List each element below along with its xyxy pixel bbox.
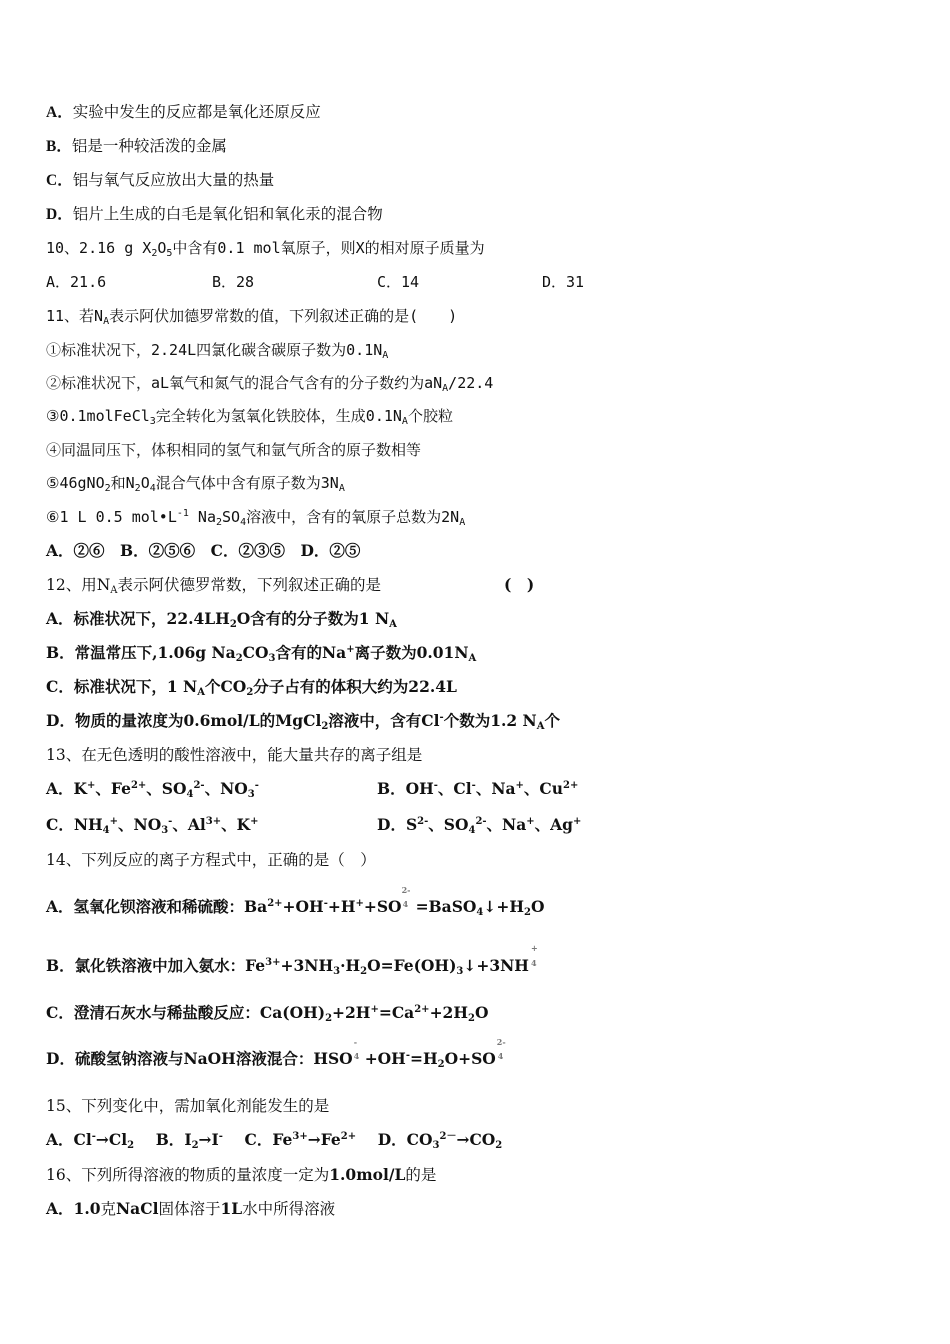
q15-option-b: B．$I_2\to I^-$ — [155, 1130, 223, 1151]
q10-option-c: C．14 — [377, 273, 420, 291]
q14-option-c: C．澄清石灰水与稀盐酸反应：$Ca(OH)_2+2H^+=Ca^{2+}+2H_2O$ — [46, 1003, 489, 1024]
option-text: 铝与氧气反应放出大量的热量 — [72, 171, 275, 189]
q11-statement-4: ④同温同压下，体积相同的氢气和氩气所含的原子数相等 — [46, 441, 422, 459]
q9-option-d — [46, 204, 383, 225]
q14-option-d: D．硫酸氢钠溶液与NaOH溶液混合：HSO - 4 $+OH^-=H_2O+SO$ 2- 4 — [46, 1049, 508, 1069]
q12-option-d: D．物质的量浓度为0.6mol/L的MgCl$_2$溶液中，含有Cl-个数为1.2 $N_A$个 — [46, 711, 560, 732]
q11-stem: 11、若$N_A$表示阿伏加德罗常数的值，下列叙述正确的是( ) — [46, 307, 458, 327]
q12-option-a: A．标准状况下，$22.4LH_2O$含有的分子数为1 $N_A$ — [46, 609, 397, 630]
q11-statement-1: ①标准状况下，2.24L四氯化碳含碳原子数为$0.1N_A$ — [46, 341, 389, 361]
q11-statement-5: ⑤46gNO$_2$和$N_2O_4$混合气体中含有原子数为$3N_A$ — [46, 474, 345, 494]
q15-stem: 15、下列变化中，需加氧化剂能发生的是 — [46, 1097, 330, 1115]
option-label: A． — [46, 104, 73, 121]
q11-options: A．②⑥ B．②⑤⑥ C．②③⑤ D．②⑤ — [46, 541, 361, 560]
q15-options — [46, 1130, 502, 1150]
q11-statement-3: ③0.1molFeCl$_3$完全转化为氢氧化铁胶体，生成$0.1N_A$个胶粒 — [46, 407, 453, 427]
q10-stem: 10、2.16 g $X_2O_5$中含有0.1 mol氧原子，则X的相对原子质量为 — [46, 239, 485, 259]
answer-paren: ( ) — [504, 575, 535, 594]
option-text: 铝是一种较活泼的金属 — [71, 137, 227, 155]
q12-option-c: C．标准状况下，1 $N_A$个$CO_2$分子占有的体积大约为22.4L — [46, 677, 457, 698]
q16-stem: 16、下列所得溶液的物质的量浓度一定为1.0mol/L的是 — [46, 1165, 437, 1184]
q14-option-b: B．氯化铁溶液中加入氨水：$Fe^{3+}+3NH_3\cdot H_2O=Fe(OH)_3↓+3NH$ + 4 — [46, 943, 538, 977]
q12-option-b: B．常温常压下,1.06g $Na_2CO_3$含有的Na+离子数为$0.01N_A$ — [46, 643, 477, 664]
q9-option-c — [46, 170, 274, 191]
q12-stem: 12、用$N_A$表示阿伏德罗常数，下列叙述正确的是 ( ) — [46, 575, 535, 596]
fraction-charge: + 4 — [530, 943, 538, 968]
q14-option-a: A．氢氧化钡溶液和稀硫酸：$Ba^{2+}+OH^-+H^++SO$ 2- 4 $=BaSO_4↓+H_2O$ — [46, 885, 545, 918]
q13-option-b: B．OH-、Cl-、Na+、$Cu^{2+}$ — [377, 779, 579, 798]
q9-option-b — [46, 136, 227, 157]
fraction-charge: 2- 4 — [401, 885, 411, 909]
q11-statement-2: ②标准状况下，aL氧气和氮气的混合气含有的分子数约为$aN_A/22.4$ — [46, 374, 494, 394]
option-label: D． — [46, 206, 73, 223]
q15-option-d: D．$CO_3^{2-}\to CO_2$ — [377, 1130, 503, 1151]
q11-statement-6: ⑥1 L 0.5 $mol•L^{-1}$ $Na_2SO_4$溶液中，含有的氧原子总数为$2N_A$ — [46, 508, 466, 528]
q13-option-c: C．$NH_4^+$、$NO_3^-$、$Al^{3+}$、K+ — [46, 815, 259, 836]
option-text: 实验中发生的反应都是氧化还原反应 — [72, 103, 321, 121]
q15-option-c: C．$Fe^{3+}\to Fe^{2+}$ — [244, 1130, 357, 1149]
q10-option-b: B．28 — [212, 273, 255, 291]
fraction-charge: 2- 4 — [496, 1037, 506, 1061]
option-label: B． — [46, 138, 72, 155]
q16-option-a: A．1.0克NaCl固体溶于1L水中所得溶液 — [46, 1199, 336, 1218]
q13-option-a: A．K+、$Fe^{2+}$、$SO_4^{2-}$、$NO_3^-$ — [46, 779, 259, 800]
option-label: C． — [46, 172, 73, 189]
option-text: 铝片上生成的白毛是氧化铝和氧化汞的混合物 — [72, 205, 383, 223]
q14-stem: 14、下列反应的离子方程式中，正确的是（ ） — [46, 851, 376, 869]
q9-option-a — [46, 102, 321, 123]
q10-option-a: A．21.6 — [46, 273, 107, 291]
fraction-charge: - 4 — [353, 1037, 360, 1061]
q10-option-d: D．31 — [542, 273, 585, 291]
q13-option-d: D．$S^{2-}$、$SO_4^{2-}$、Na+、Ag+ — [377, 815, 582, 836]
q15-option-a: A．$Cl^-\to Cl_2$ — [46, 1130, 135, 1151]
q13-stem: 13、在无色透明的酸性溶液中，能大量共存的离子组是 — [46, 746, 423, 764]
